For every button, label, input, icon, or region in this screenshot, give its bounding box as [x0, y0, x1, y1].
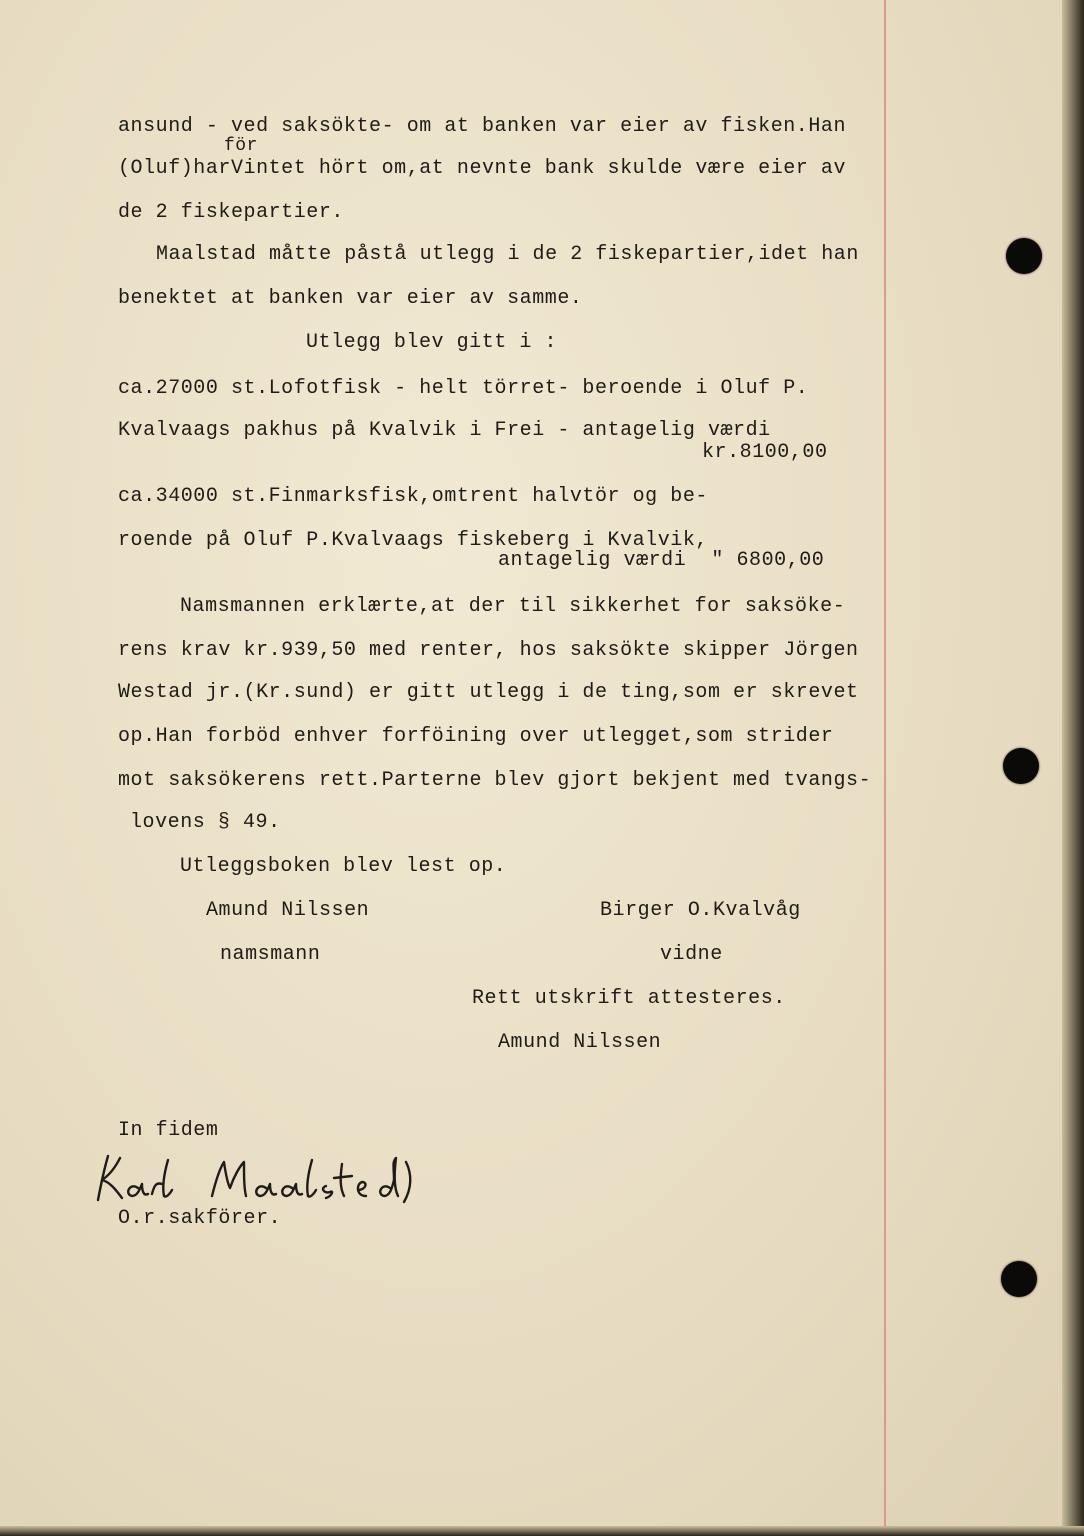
- text-line: Maalstad måtte påstå utlegg i de 2 fiskepartier,idet han: [156, 243, 859, 266]
- witness-title: vidne: [660, 943, 723, 966]
- text-line: Westad jr.(Kr.sund) er gitt utlegg i de ting,som er skrevet: [118, 681, 859, 704]
- text-line: benektet at banken var eier av samme.: [118, 287, 583, 310]
- signature-stroke: [282, 1184, 302, 1196]
- margin-rule: [884, 0, 886, 1536]
- witness-name: Birger O.Kvalvåg: [600, 899, 801, 922]
- punch-hole: [1003, 748, 1039, 784]
- signature-stroke: [380, 1158, 398, 1196]
- punch-hole: [1006, 238, 1042, 274]
- text-line: Namsmannen erklærte,at der til sikkerhet for saksöke-: [180, 595, 846, 618]
- punch-hole: [1001, 1261, 1037, 1297]
- page-edge-shadow: [1062, 0, 1084, 1536]
- signature-stroke: [256, 1184, 276, 1196]
- attestation-name: Amund Nilssen: [498, 1031, 662, 1054]
- signatory-name: Amund Nilssen: [206, 899, 370, 922]
- attestation-text: Rett utskrift attesteres.: [472, 987, 786, 1010]
- in-fidem-label: In fidem: [118, 1119, 219, 1142]
- text-line: roende på Oluf P.Kvalvaags fiskeberg i Kvalvik,: [118, 529, 708, 552]
- text-line: ca.34000 st.Finmarksfisk,omtrent halvtör og be-: [118, 485, 708, 508]
- text-line: Utleggsboken blev lest op.: [180, 855, 507, 878]
- text-line: de 2 fiskepartier.: [118, 201, 344, 224]
- signature-stroke: [404, 1162, 410, 1202]
- handwritten-insertion: för: [224, 136, 258, 156]
- section-heading: Utlegg blev gitt i :: [306, 331, 558, 354]
- text-line: (Oluf)harVintet hört om,at nevnte bank skulde være eier av: [118, 157, 847, 180]
- signature-stroke: [307, 1160, 316, 1197]
- signatory-role: O.r.sakförer.: [118, 1207, 282, 1230]
- text-line: ca.27000 st.Lofotfisk - helt törret- beroende i Oluf P.: [118, 377, 809, 400]
- text-line: Kvalvaags pakhus på Kvalvik i Frei - antagelig værdi: [118, 419, 771, 442]
- signature-stroke: [358, 1182, 366, 1196]
- text-line: lovens § 49.: [130, 811, 281, 834]
- signatory-title: namsmann: [220, 943, 321, 966]
- text-line: mot saksökerens rett.Parterne blev gjort bekjent med tvangs-: [118, 769, 872, 792]
- signature-stroke: [334, 1164, 352, 1196]
- page-edge-bottom: [0, 1526, 1084, 1536]
- text-line: ansund - ved saksökte- om at banken var eier av fisken.Han: [118, 115, 847, 138]
- text-line: op.Han forböd enhver forföining over utlegget,som strider: [118, 725, 834, 748]
- signature-stroke: [152, 1183, 162, 1194]
- signature-stroke: [323, 1186, 332, 1198]
- amount-value: antagelig værdi " 6800,00: [498, 549, 825, 572]
- signature-stroke: [128, 1184, 148, 1196]
- amount-value: kr.8100,00: [702, 441, 828, 464]
- text-line: rens krav kr.939,50 med renter, hos saksökte skipper Jörgen: [118, 639, 859, 662]
